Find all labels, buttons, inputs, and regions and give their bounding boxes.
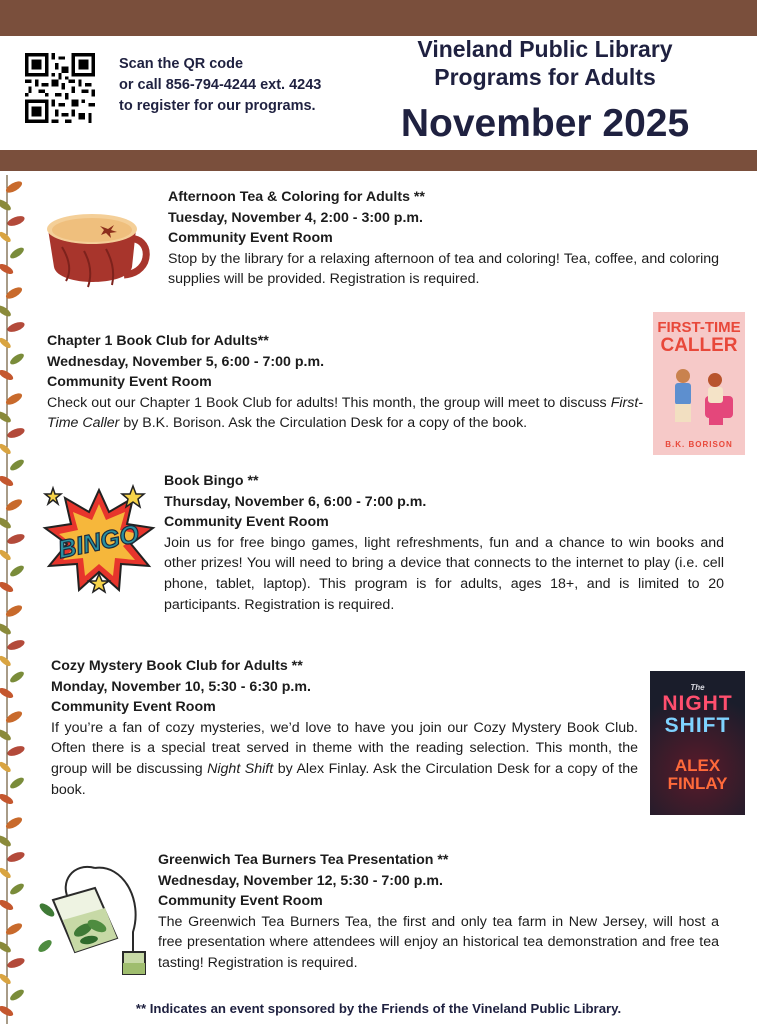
qr-code[interactable]	[25, 53, 95, 123]
event-location: Community Event Room	[51, 699, 216, 716]
book-cover-first-time-caller	[653, 312, 745, 455]
bingo-badge-icon	[41, 484, 158, 596]
cover-illustration	[661, 362, 737, 432]
phone-line: or call 856-794-4244 ext. 4243	[119, 77, 322, 93]
event-description: The Greenwich Tea Burners Tea, the first and only tea farm in New Jersey, will host a free presentation where attendees will enjoy an historical tea demonstration and free tea tasting! Registration is required.	[158, 913, 719, 971]
event-date: Tuesday, November 4, 2:00 - 3:00 p.m.	[168, 209, 423, 226]
book-title: Night Shift	[207, 760, 274, 777]
cover-title: FIRST-TIME CALLER	[657, 319, 741, 356]
event-date: Wednesday, November 12, 5:30 - 7:00 p.m.	[158, 872, 443, 889]
month-heading: November 2025	[400, 102, 690, 145]
autumn-leaves-border	[0, 175, 36, 1024]
cover-title: NIGHT SHIFT	[662, 692, 733, 737]
event-title: Chapter 1 Book Club for Adults**	[47, 333, 269, 349]
header-divider-band	[0, 150, 757, 171]
event-title: Cozy Mystery Book Club for Adults **	[51, 658, 303, 674]
tea-cup-icon	[44, 207, 152, 293]
event-greenwich-tea-presentation	[158, 850, 719, 974]
event-date: Wednesday, November 5, 6:00 - 7:00 p.m.	[47, 353, 325, 370]
scan-line: Scan the QR code	[119, 56, 244, 72]
program-heading: Programs for Adults	[434, 64, 656, 90]
event-date: Thursday, November 6, 6:00 - 7:00 p.m.	[164, 493, 427, 510]
register-line: to register for our programs.	[119, 98, 316, 114]
cover-author: B.K. BORISON	[665, 440, 733, 449]
top-band	[0, 0, 757, 36]
event-date: Monday, November 10, 5:30 - 6:30 p.m.	[51, 678, 311, 695]
event-title: Afternoon Tea & Coloring for Adults **	[168, 189, 425, 205]
event-cozy-mystery-book-club	[51, 656, 638, 800]
event-description: Stop by the library for a relaxing afternoon of tea and coloring! Tea, coffee, and coloring supplies will be provided. Registration is required.	[168, 250, 719, 288]
cover-article: The	[690, 683, 705, 692]
event-chapter1-book-club	[47, 331, 643, 434]
page-title	[380, 35, 710, 91]
tea-bag-icon	[33, 860, 153, 982]
library-name: Vineland Public Library	[417, 36, 673, 62]
event-location: Community Event Room	[168, 230, 333, 247]
event-title: Greenwich Tea Burners Tea Presentation **	[158, 852, 449, 868]
event-location: Community Event Room	[158, 893, 323, 910]
event-location: Community Event Room	[164, 514, 329, 531]
event-description: Join us for free bingo games, light refreshments, fun and a chance to win books and other prizes! You will need to bring a device that connects to the internet to play (i.e. cell phone, tablet, laptop). This program is for adults, ages 18+, and is limited to 20 participants. Registration is required.	[164, 534, 724, 613]
event-afternoon-tea	[168, 187, 719, 290]
event-title: Book Bingo **	[164, 473, 259, 489]
sponsor-footnote: ** Indicates an event sponsored by the Friends of the Vineland Public Library.	[135, 1001, 622, 1016]
event-location: Community Event Room	[47, 374, 212, 391]
cover-author: ALEX FINLAY	[667, 756, 728, 793]
event-description: If you’re a fan of cozy mysteries, we’d love to have you join our Cozy Mystery Book Club. Often there is a special treat served in theme with the reading selection. This month, the group will be discussing Night Shift by Alex Finlay. Ask the Circulation Desk for a copy of the book.	[51, 719, 638, 798]
book-title: First-Time Caller	[47, 394, 643, 432]
event-book-bingo	[164, 471, 724, 615]
badge-text: BINGO	[55, 519, 142, 565]
book-cover-night-shift	[650, 671, 745, 815]
event-description: Check out our Chapter 1 Book Club for adults! This month, the group will meet to discuss First-Time Caller by B.K. Borison. Ask the Circulation Desk for a copy of the book.	[47, 394, 643, 432]
registration-instructions	[119, 54, 369, 117]
